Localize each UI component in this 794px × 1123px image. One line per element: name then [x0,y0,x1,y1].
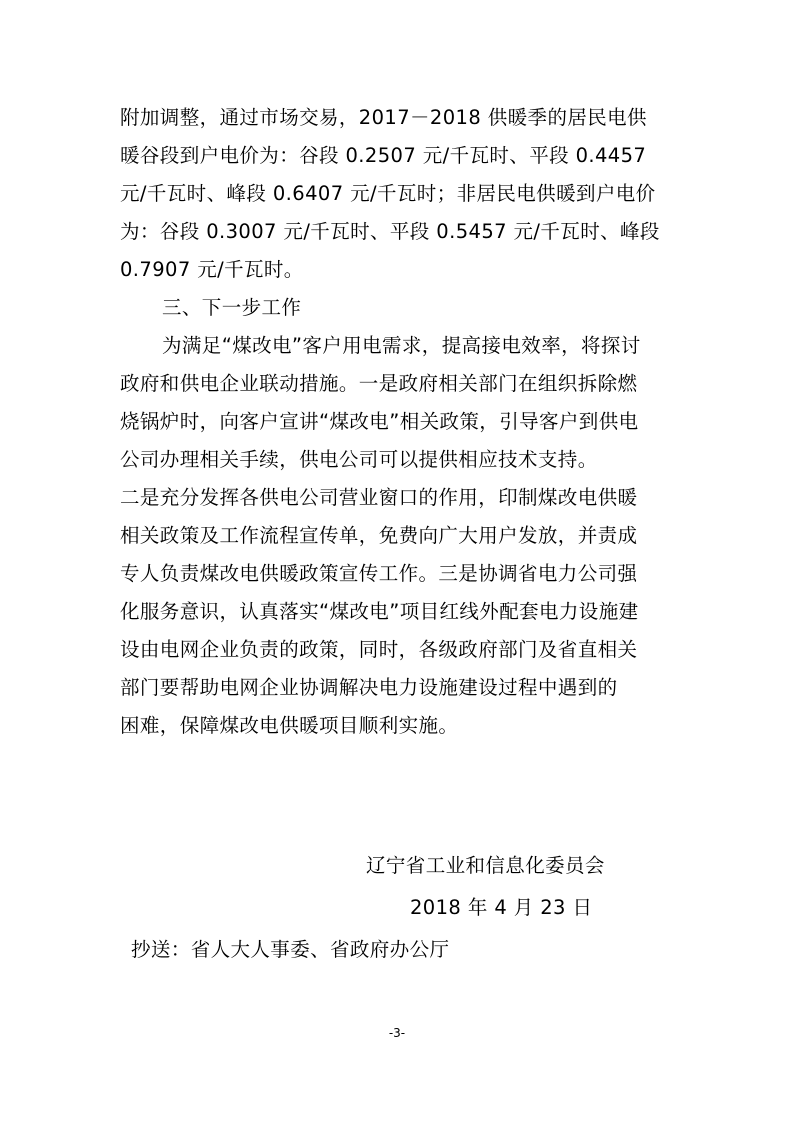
body-line: 暖谷段到户电价为：谷段 0.2507 元/千瓦时、平段 0.4457 [120,144,647,167]
signature-organization: 辽宁省工业和信息化委员会 [366,854,605,877]
paragraph-line: 部门要帮助电网企业协调解决电力设施建设过程中遇到的 [120,676,618,699]
signature-date: 2018 年 4 月 23 日 [410,896,593,919]
paragraph-line: 政府和供电企业联动措施。一是政府相关部门在组织拆除燃 [120,372,638,395]
paragraph-line: 专人负责煤改电供暖政策宣传工作。三是协调省电力公司强 [120,562,638,585]
body-line: 附加调整，通过市场交易，2017－2018 供暖季的居民电供 [120,106,647,129]
paragraph-line: 二是充分发挥各供电公司营业窗口的作用，印制煤改电供暖 [120,486,638,509]
paragraph-line: 烧锅炉时，向客户宣讲“煤改电”相关政策，引导客户到供电 [120,410,639,433]
section-heading: 三、下一步工作 [162,296,302,319]
body-line: 0.7907 元/千瓦时。 [120,258,304,281]
body-line: 元/千瓦时、峰段 0.6407 元/千瓦时；非居民电供暖到户电价 [120,182,656,205]
paragraph-line: 困难，保障煤改电供暖项目顺利实施。 [120,714,459,737]
paragraph-line: 公司办理相关手续，供电公司可以提供相应技术支持。 [120,448,598,471]
paragraph-line: 相关政策及工作流程宣传单，免费向广大用户发放，并责成 [120,524,638,547]
document-body [120,99,680,745]
paragraph-line: 化服务意识，认真落实“煤改电”项目红线外配套电力设施建 [120,600,639,623]
cc-line: 抄送：省人大人事委、省政府办公厅 [131,938,450,961]
paragraph-line: 为满足“煤改电”客户用电需求，提高接电效率，将探讨 [162,334,641,357]
body-line: 为：谷段 0.3007 元/千瓦时、平段 0.5457 元/千瓦时、峰段 [120,220,660,243]
page-number: -3- [388,1026,406,1040]
paragraph-line: 设由电网企业负责的政策，同时，各级政府部门及省直相关 [120,638,638,661]
